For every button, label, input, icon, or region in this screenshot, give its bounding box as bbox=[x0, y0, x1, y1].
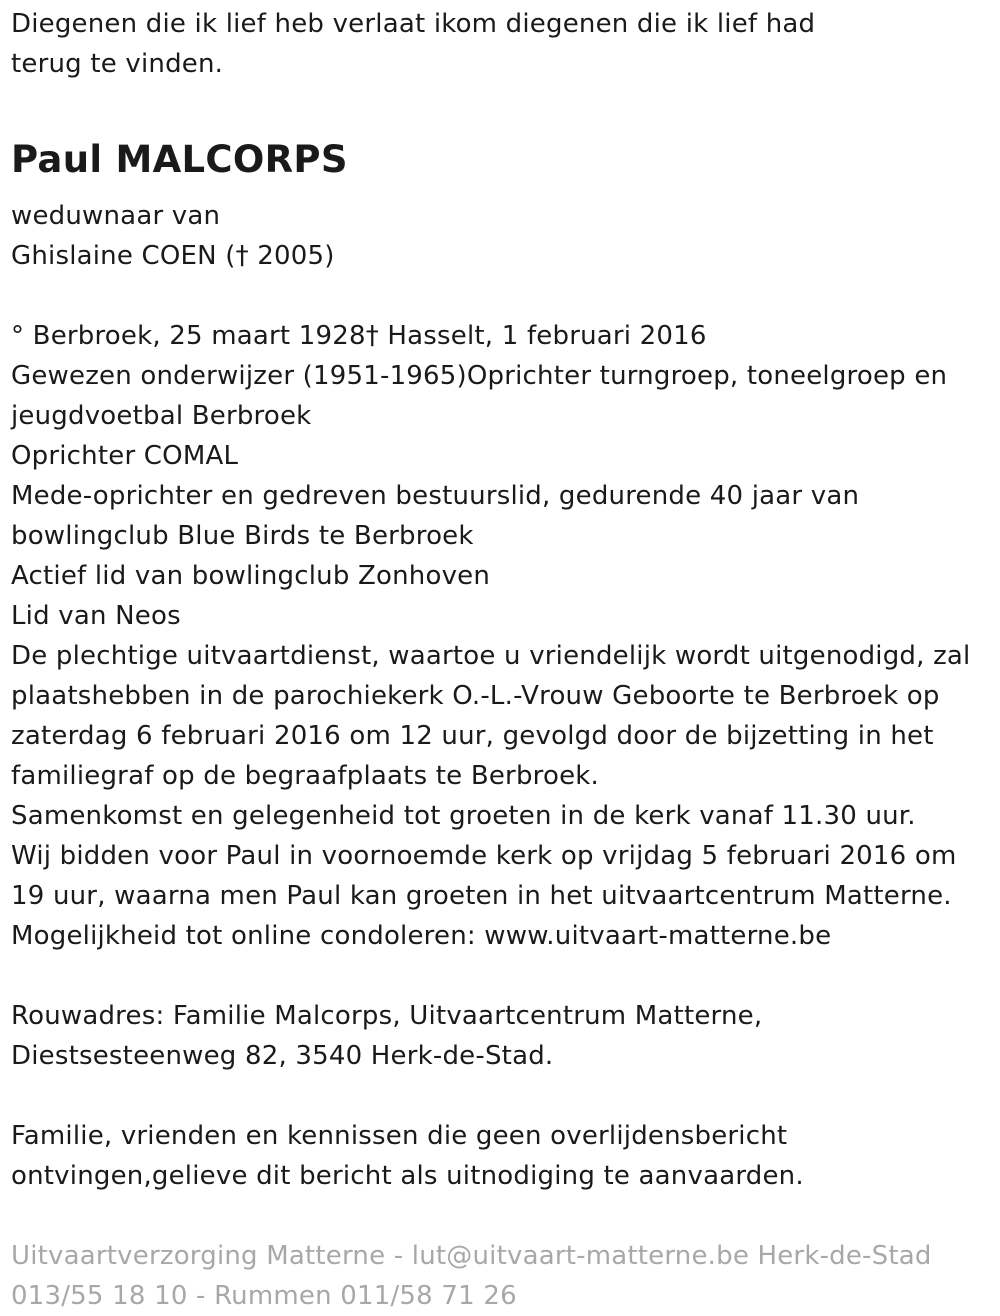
funeral-home-footer bbox=[11, 1236, 986, 1316]
address-line: Rouwadres: Familie Malcorps, Uitvaartcentrum Matterne, bbox=[11, 1001, 763, 1031]
body-line: Actief lid van bowlingclub Zonhoven bbox=[11, 561, 491, 591]
body-line: Gewezen onderwijzer (1951-1965)Oprichter turngroep, toneelgroep en bbox=[11, 361, 948, 391]
deceased-name: Paul MALCORPS bbox=[11, 138, 348, 181]
body-line: Oprichter COMAL bbox=[11, 441, 239, 471]
body-line: familiegraf op de begraafplaats te Berbroek. bbox=[11, 761, 599, 791]
body-line: De plechtige uitvaartdienst, waartoe u vriendelijk wordt uitgenodigd, zal bbox=[11, 641, 971, 671]
body-line: bowlingclub Blue Birds te Berbroek bbox=[11, 521, 474, 551]
obituary-notice bbox=[11, 4, 986, 1316]
intro-line: Diegenen die ik lief heb verlaat ikom diegenen die ik lief had bbox=[11, 9, 816, 39]
condolence-link-line: Mogelijkheid tot online condoleren: www.uitvaart-matterne.be bbox=[11, 921, 832, 951]
footer-line: Uitvaartverzorging Matterne - lut@uitvaart-matterne.be Herk-de-Stad bbox=[11, 1241, 932, 1271]
spouse-name: Ghislaine COEN († 2005) bbox=[11, 241, 335, 271]
birth-death-line: ° Berbroek, 25 maart 1928† Hasselt, 1 februari 2016 bbox=[11, 321, 707, 351]
body-line: 19 uur, waarna men Paul kan groeten in het uitvaartcentrum Matterne. bbox=[11, 881, 952, 911]
body-line: zaterdag 6 februari 2016 om 12 uur, gevolgd door de bijzetting in het bbox=[11, 721, 934, 751]
footer-line: 013/55 18 10 - Rummen 011/58 71 26 bbox=[11, 1281, 517, 1311]
body-line: Samenkomst en gelegenheid tot groeten in de kerk vanaf 11.30 uur. bbox=[11, 801, 916, 831]
intro-line: terug te vinden. bbox=[11, 49, 224, 79]
closing-note bbox=[11, 1116, 986, 1196]
address-line: Diestsesteenweg 82, 3540 Herk-de-Stad. bbox=[11, 1041, 554, 1071]
relation-text: weduwnaar van bbox=[11, 201, 221, 231]
notice-body bbox=[11, 316, 986, 956]
closing-line: ontvingen,gelieve dit bericht als uitnodiging te aanvaarden. bbox=[11, 1161, 804, 1191]
body-line: jeugdvoetbal Berbroek bbox=[11, 401, 312, 431]
body-line: Lid van Neos bbox=[11, 601, 181, 631]
body-line: Mede-oprichter en gedreven bestuurslid, gedurende 40 jaar van bbox=[11, 481, 860, 511]
body-line: plaatshebben in de parochiekerk O.-L.-Vrouw Geboorte te Berbroek op bbox=[11, 681, 940, 711]
closing-line: Familie, vrienden en kennissen die geen overlijdensbericht bbox=[11, 1121, 788, 1151]
intro-quote bbox=[11, 4, 986, 84]
mourning-address bbox=[11, 996, 986, 1076]
body-line: Wij bidden voor Paul in voornoemde kerk op vrijdag 5 februari 2016 om bbox=[11, 841, 957, 871]
